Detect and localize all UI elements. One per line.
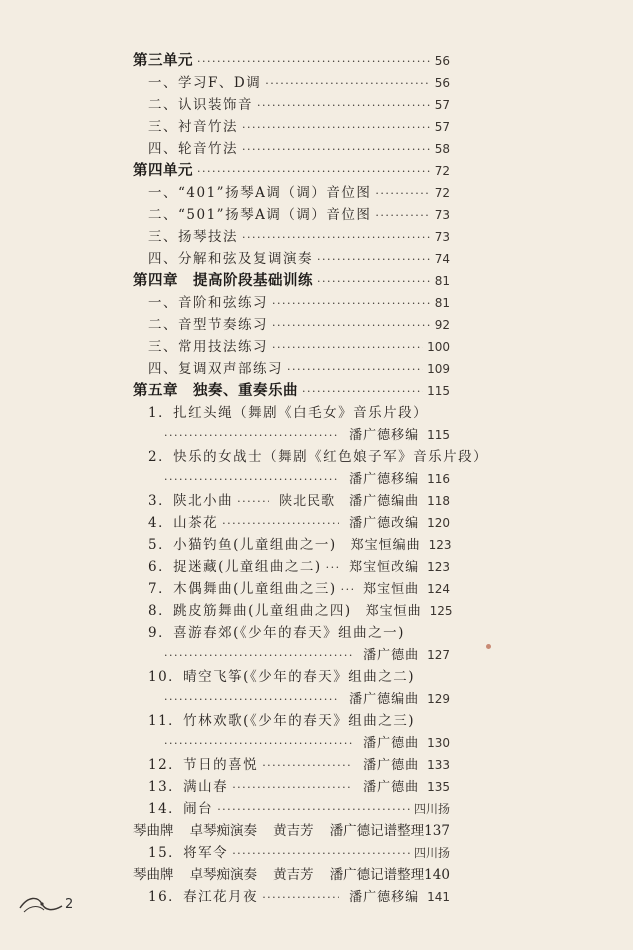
toc-entry [148,138,450,160]
leader-dots [317,271,431,293]
toc-entry-title: 11．竹林欢歌(《少年的春天》组曲之三) [148,713,415,729]
toc-entry-title: 三、扬琴技法 [148,229,238,245]
toc-entry [160,732,450,754]
toc-entry-page: 115 [427,384,450,398]
toc-entry [148,248,450,270]
toc-entry-page: 73 [434,208,450,222]
toc-entry [148,182,450,204]
toc-entry-page: 116 [427,472,450,486]
toc-entry-title: 9．喜游春郊(《少年的春天》组曲之一) [148,625,405,641]
toc-entry [148,776,450,798]
leader-dots [317,249,431,271]
toc-entry [160,424,450,446]
page-ornament-icon [18,890,66,916]
toc-entry [148,886,450,908]
toc-entry-title: 8．跳皮筋舞曲(儿童组曲之四) [148,603,352,619]
leader-dots [257,95,431,117]
toc-entry-page: 129 [427,692,450,706]
toc-entry-page: 58 [434,142,450,156]
toc-entry [148,358,450,380]
toc-entry [148,798,450,820]
toc-entry [148,314,450,336]
toc-entry [148,512,450,534]
toc-entry-page: 130 [427,736,450,750]
toc-entry-composer: 潘广德曲 [363,648,420,663]
toc-entry [148,710,450,732]
toc-entry [148,402,450,424]
toc-entry-title: 四、复调双声部练习 [148,361,283,377]
toc-entry-composer: 潘广德改编 [349,516,420,531]
toc-entry-composer: 潘广德曲 [363,780,420,795]
toc-entry-page: 57 [434,98,450,112]
toc-entry-title: 第四章 提高阶段基础训练 [133,273,313,289]
toc-entry-page: 73 [434,230,450,244]
toc-entry-title: 14．闹台 [148,801,214,817]
toc-entry-composer: 潘广德移编 [349,428,420,443]
toc-entry [133,820,450,842]
toc-entry [148,336,450,358]
leader-dots [242,117,431,139]
toc-entry-title: 第四单元 [133,163,193,179]
toc-entry [148,842,450,864]
toc-entry-title: 7．木偶舞曲(儿童组曲之三) [148,581,337,597]
leader-dots [262,887,339,909]
toc-entry [148,292,450,314]
toc-entry-page: 141 [427,890,450,904]
toc-entry [148,446,489,468]
toc-entry-title: 16．春江花月夜 [148,889,259,905]
toc-entry-title: 一、学习F、D调 [148,75,262,91]
toc-entry [148,72,450,94]
leader-dots [164,689,339,711]
toc-entry [133,864,450,886]
toc-entry-title: 第三单元 [133,53,193,69]
toc-entry-page: 109 [427,362,450,376]
toc-entry-composer: 陕北民歌 潘广德编曲 [279,494,420,509]
leader-dots [232,777,353,799]
leader-dots [375,205,430,227]
paper-speck [486,644,491,649]
toc-entry-page: 74 [434,252,450,266]
leader-dots [197,161,431,183]
toc-entry-composer: 潘广德移编 [349,472,420,487]
leader-dots [237,491,269,513]
toc-entry-page: 118 [427,494,450,508]
toc-entry-composer: 郑宝恒曲 [365,604,422,619]
leader-dots [242,227,431,249]
leader-dots [164,733,353,755]
toc-entry-composer: 郑宝恒编曲 [350,538,421,553]
toc-entry-part: 黄吉芳 [273,823,314,839]
leader-dots [232,843,410,865]
leader-dots [262,755,353,777]
toc-entry-title: 一、音阶和弦练习 [148,295,268,311]
toc-entry-composer: 潘广德编曲 [349,692,420,707]
toc-entry-part: 卓琴痴演奏 [189,823,258,839]
toc-entry-title: 15．将军令 [148,845,229,861]
toc-entry [148,116,450,138]
toc-entry-title: 2．快乐的女战士（舞剧《红色娘子军》音乐片段） [148,449,489,465]
toc-entry [148,556,450,578]
leader-dots [242,139,431,161]
toc-entry-title: 3．陕北小曲 [148,493,234,509]
toc-entry-title: 一、“401”扬琴A调（调）音位图 [148,185,372,201]
toc-entry [148,600,453,622]
toc-entry [160,688,450,710]
toc-entry-title: 5．小猫钓鱼(儿童组曲之一) [148,537,337,553]
toc-entry-title: 二、“501”扬琴A调（调）音位图 [148,207,372,223]
toc-entry-part: 黄吉芳 [273,867,314,883]
toc-entry-title: 二、认识装饰音 [148,97,253,113]
toc-entry [160,644,450,666]
toc-entry-page: 120 [427,516,450,530]
toc-entry-title: 4．山茶花 [148,515,219,531]
toc-entry-title: 1．扎红头绳（舞剧《白毛女》音乐片段） [148,405,429,421]
toc-entry [160,468,450,490]
toc-entry-page: 123 [428,538,452,552]
leader-dots [326,557,339,579]
toc-entry-page: 57 [434,120,450,134]
toc-entry-composer: 郑宝恒曲 [363,582,420,597]
leader-dots [272,293,431,315]
toc-entry-page: 81 [434,274,450,288]
toc-entry-page: 100 [427,340,450,354]
toc-entry-page: 四川扬 [413,802,450,816]
toc-entry-page: 133 [427,758,450,772]
toc-entry-page: 56 [434,76,450,90]
toc-entry-title: 6．捉迷藏(儿童组曲之二) [148,559,322,575]
toc-entry-composer: 潘广德曲 [363,736,420,751]
toc-entry-title: 四、轮音竹法 [148,141,238,157]
toc-entry-title: 12．节日的喜悦 [148,757,259,773]
leader-dots [272,337,423,359]
toc-entry-title: 10．晴空飞筝(《少年的春天》组曲之二) [148,669,415,685]
toc-entry [148,578,450,600]
toc-entry-composer: 郑宝恒改编 [349,560,420,575]
toc-entry-page: 56 [434,54,450,68]
toc-entry-title: 二、音型节奏练习 [148,317,268,333]
toc-heading [133,160,450,182]
toc-entry-page: 115 [427,428,450,442]
toc-entry-page: 81 [434,296,450,310]
toc-entry-page: 123 [427,560,450,574]
toc-entry-title: 四、分解和弦及复调演奏 [148,251,313,267]
toc-entry-title: 第五章 独奏、重奏乐曲 [133,383,298,399]
leader-dots [341,579,353,601]
leader-dots [164,645,353,667]
toc-heading [133,270,450,292]
leader-dots [164,425,339,447]
toc-entry-title: 13．满山春 [148,779,229,795]
toc-entry-title: 三、衬音竹法 [148,119,238,135]
leader-dots [287,359,423,381]
toc-entry [148,94,450,116]
toc-entry-page: 135 [427,780,450,794]
toc-entry-part: 琴曲牌 [133,867,174,883]
toc-heading [133,380,450,402]
toc-entry-page: 92 [434,318,450,332]
leader-dots [217,799,410,821]
toc-entry-page: 72 [434,164,450,178]
leader-dots [302,381,423,403]
toc-entry-page: 四川扬 [413,846,450,860]
toc-entry [148,754,450,776]
toc-heading [133,50,450,72]
toc-entry-composer: 潘广德移编 [349,890,420,905]
toc-entry-page: 125 [429,604,453,618]
toc-entry-page: 127 [427,648,450,662]
toc-entry-part: 潘广德记谱整理137 [329,823,450,839]
toc-entry-part: 潘广德记谱整理140 [329,867,450,883]
leader-dots [375,183,430,205]
toc-entry [148,666,450,688]
leader-dots [272,315,431,337]
toc-entry-page: 124 [427,582,450,596]
toc-entry [148,490,450,512]
toc-entry [148,622,450,644]
toc-entry [148,204,450,226]
leader-dots [197,51,431,73]
leader-dots [265,73,431,95]
page-number: 2 [65,897,74,912]
toc-entry-page: 72 [434,186,450,200]
leader-dots [164,469,339,491]
toc-entry-part: 琴曲牌 [133,823,174,839]
toc-entry-part: 卓琴痴演奏 [189,867,258,883]
toc-entry-title: 三、常用技法练习 [148,339,268,355]
toc-entry-composer: 潘广德曲 [363,758,420,773]
toc-entry [148,534,450,556]
leader-dots [222,513,339,535]
toc-entry [148,226,450,248]
